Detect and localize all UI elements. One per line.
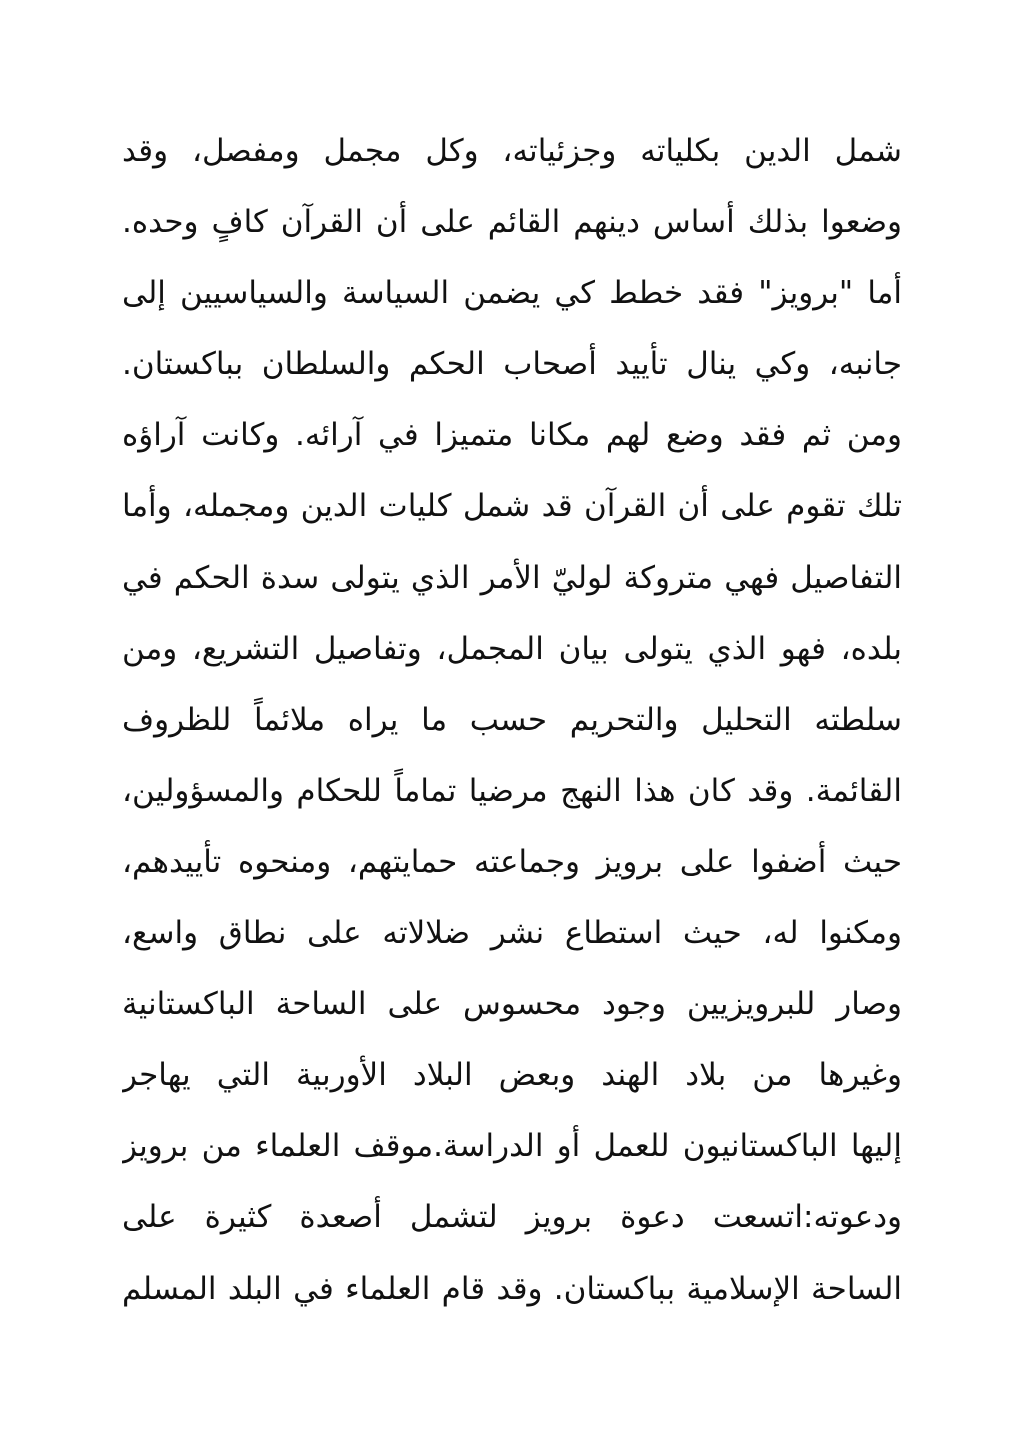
text-line: ودعوته:اتسعت دعوة برويز لتشمل أصعدة كثيرة على bbox=[122, 1199, 902, 1236]
text-line: جانبه، وكي ينال تأييد أصحاب الحكم والسلطان بباكستان. bbox=[122, 346, 902, 383]
text-line: وضعوا بذلك أساس دينهم القائم على أن القرآن كافٍ وحده. bbox=[122, 204, 902, 241]
text-line: وصار للبرويزيين وجود محسوس على الساحة الباكستانية bbox=[122, 986, 902, 1023]
body-text bbox=[122, 116, 902, 1325]
text-line: بلده، فهو الذي يتولى بيان المجمل، وتفاصيل التشريع، ومن bbox=[122, 630, 902, 667]
text-line: ومكنوا له، حيث استطاع نشر ضلالاته على نطاق واسع، bbox=[122, 915, 902, 952]
text-line: التفاصيل فهي متروكة لوليّ الأمر الذي يتولى سدة الحكم في bbox=[122, 559, 902, 596]
text-line: أما "برويز" فقد خطط كي يضمن السياسة والسياسيين إلى bbox=[122, 275, 902, 312]
text-line: ومن ثم فقد وضع لهم مكانا متميزا في آرائه. وكانت آراؤه bbox=[122, 417, 902, 454]
text-line: حيث أضفوا على برويز وجماعته حمايتهم، ومنحوه تأييدهم، bbox=[122, 843, 902, 880]
text-line: إليها الباكستانيون للعمل أو الدراسة.موقف العلماء من برويز bbox=[122, 1128, 902, 1165]
text-line: تلك تقوم على أن القرآن قد شمل كليات الدين ومجمله، وأما bbox=[122, 488, 902, 525]
text-line: سلطته التحليل والتحريم حسب ما يراه ملائماً للظروف bbox=[122, 701, 902, 738]
text-line: شمل الدين بكلياته وجزئياته، وكل مجمل ومفصل، وقد bbox=[122, 133, 902, 169]
text-line: القائمة. وقد كان هذا النهج مرضيا تماماً للحكام والمسؤولين، bbox=[122, 772, 902, 809]
text-line: وغيرها من بلاد الهند وبعض البلاد الأوربية التي يهاجر bbox=[122, 1057, 902, 1094]
text-line: الساحة الإسلامية بباكستان. وقد قام العلماء في البلد المسلم bbox=[122, 1270, 902, 1307]
